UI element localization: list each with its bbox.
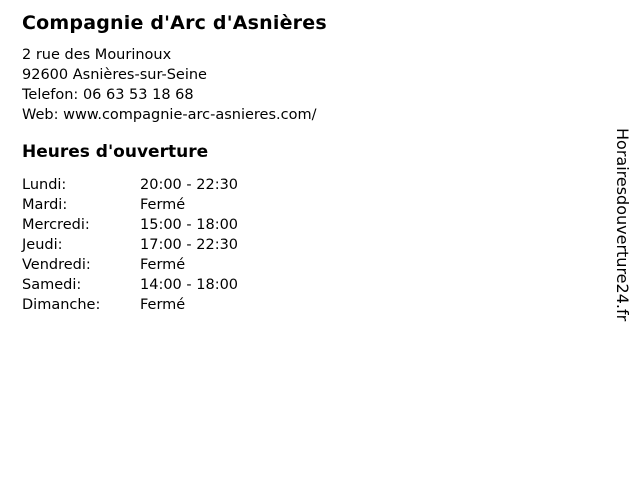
address-street: 2 rue des Mourinoux — [22, 47, 172, 63]
business-info-section — [22, 11, 327, 315]
address-city: 92600 Asnières-sur-Seine — [22, 67, 207, 83]
hours-row-vendredi — [22, 255, 327, 275]
web-label: Web: — [22, 107, 59, 123]
day-label: Dimanche: — [22, 297, 101, 313]
day-hours: Fermé — [140, 297, 186, 313]
day-label: Jeudi: — [22, 237, 63, 253]
hours-row-jeudi — [22, 235, 327, 255]
hours-table — [22, 175, 327, 315]
day-label: Mardi: — [22, 197, 68, 213]
hours-row-mardi — [22, 195, 327, 215]
hours-row-dimanche — [22, 295, 327, 315]
day-label: Mercredi: — [22, 217, 90, 233]
phone-value: 06 63 53 18 68 — [82, 87, 194, 103]
hours-row-mercredi — [22, 215, 327, 235]
day-hours: 20:00 - 22:30 — [140, 177, 239, 193]
hours-heading: Heures d'ouverture — [22, 142, 209, 162]
day-label: Lundi: — [22, 177, 67, 193]
hours-row-samedi — [22, 275, 327, 295]
hours-row-lundi — [22, 175, 327, 195]
phone-line — [22, 85, 327, 105]
day-hours: Fermé — [140, 197, 186, 213]
day-hours: 14:00 - 18:00 — [140, 277, 239, 293]
day-hours: 15:00 - 18:00 — [140, 217, 239, 233]
day-label: Vendredi: — [22, 257, 91, 273]
website-url: www.compagnie-arc-asnieres.com/ — [63, 107, 317, 123]
business-name: Compagnie d'Arc d'Asnières — [22, 12, 327, 34]
web-line — [22, 105, 327, 125]
site-attribution-watermark: Horairesdouverture24.fr — [613, 128, 632, 322]
day-hours: Fermé — [140, 257, 186, 273]
phone-label: Telefon: — [22, 87, 79, 103]
day-label: Samedi: — [22, 277, 82, 293]
address-block — [22, 45, 327, 125]
day-hours: 17:00 - 22:30 — [140, 237, 239, 253]
